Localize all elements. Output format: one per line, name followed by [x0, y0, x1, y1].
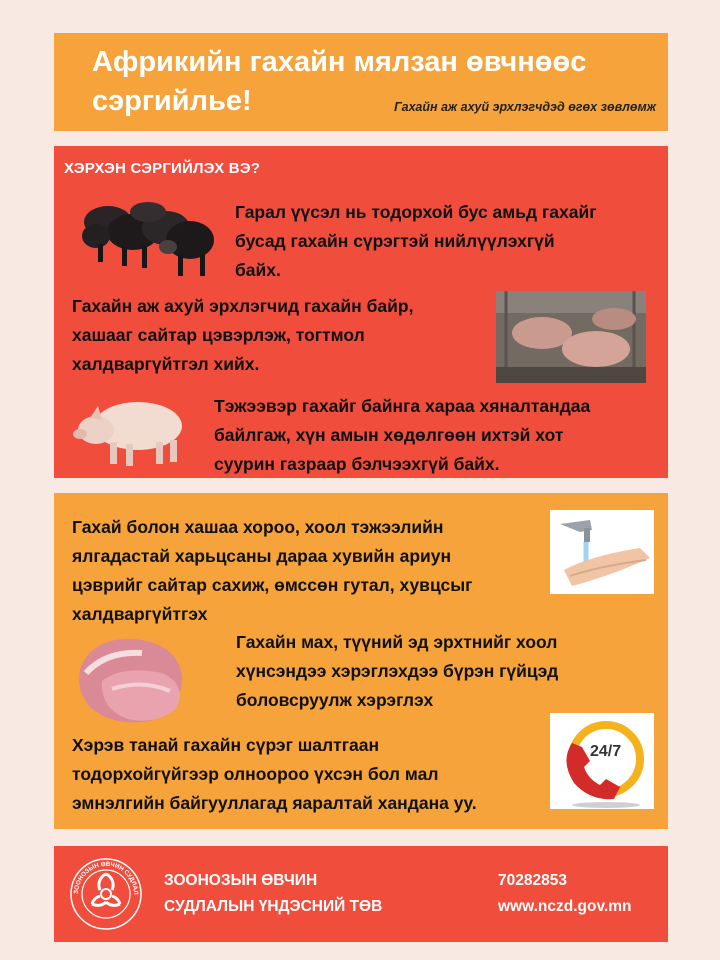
hand-washing-photo [550, 510, 654, 594]
white-pig-photo [70, 392, 192, 470]
contact-info [498, 868, 631, 920]
section-heading: ХЭРХЭН СЭРГИЙЛЭХ ВЭ? [64, 160, 261, 177]
title-line-1: Африкийн гахайн мялзан өвчнөөс [92, 46, 587, 78]
list-item: Гарал үүсэл нь тодорхой бус амьд гахайг бусад гахайн сүрэгтэй нийлүүлэхгүй байх. [235, 202, 597, 280]
list-item: Хэрэв танай гахайн сүрэг шалтгаан тодорхойгүйгээр олноороо үхсэн бол мал эмнэлгийн байгууллагад яаралтай хандана уу. [72, 735, 477, 813]
header-banner [54, 33, 668, 131]
list-item: Гахай болон хашаа хороо, хоол тэжээлийн ялгадастай харьцсаны дараа хувийн ариун цэврийг сайтар сахиж, өмссөн гутал, хувцсыг халдваргүйтгэх [72, 517, 473, 624]
phone-24-7-icon [550, 713, 654, 809]
raw-pork-photo [72, 629, 196, 729]
pig-pen-photo [496, 291, 646, 383]
black-pigs-photo [78, 192, 218, 282]
page-subtitle: Гахайн аж ахуй эрхлэгчдэд өгөх зөвлөмж [394, 100, 656, 114]
footer [54, 846, 668, 942]
hygiene-section [54, 493, 668, 829]
list-item: Гахайн аж ахуй эрхлэгчид гахайн байр, хашааг сайтар цэвэрлэж, тогтмол халдваргүйтгэл хийх. [72, 296, 414, 374]
logo-ring-text: ЗООНОЗЫН ӨВЧИН СУДЛАЛ [72, 860, 140, 895]
prevention-section [54, 146, 668, 478]
list-item: Тэжээвэр гахайг байнга хараа хяналтандаа байлгаж, хүн амын хөдөлгөөн ихтэй хот суурин газраар бэлчээхгүй байх. [214, 396, 591, 474]
website-link[interactable]: www.nczd.gov.mn [498, 898, 632, 915]
biohazard-logo [68, 856, 144, 932]
phone-number: 70282853 [498, 872, 567, 889]
title-line-2: сэргийлье! [92, 85, 252, 117]
hotline-badge: 24/7 [590, 743, 622, 760]
list-item: Гахайн мах, түүний эд эрхтнийг хоол хүнсэндээ хэрэглэхдээ бүрэн гүйцэд боловсруулж хэрэглэх [236, 632, 559, 710]
org-name: ЗООНОЗЫН ӨВЧИН СУДЛАЛЫН ҮНДЭСНИЙ ТӨВ [164, 872, 383, 915]
